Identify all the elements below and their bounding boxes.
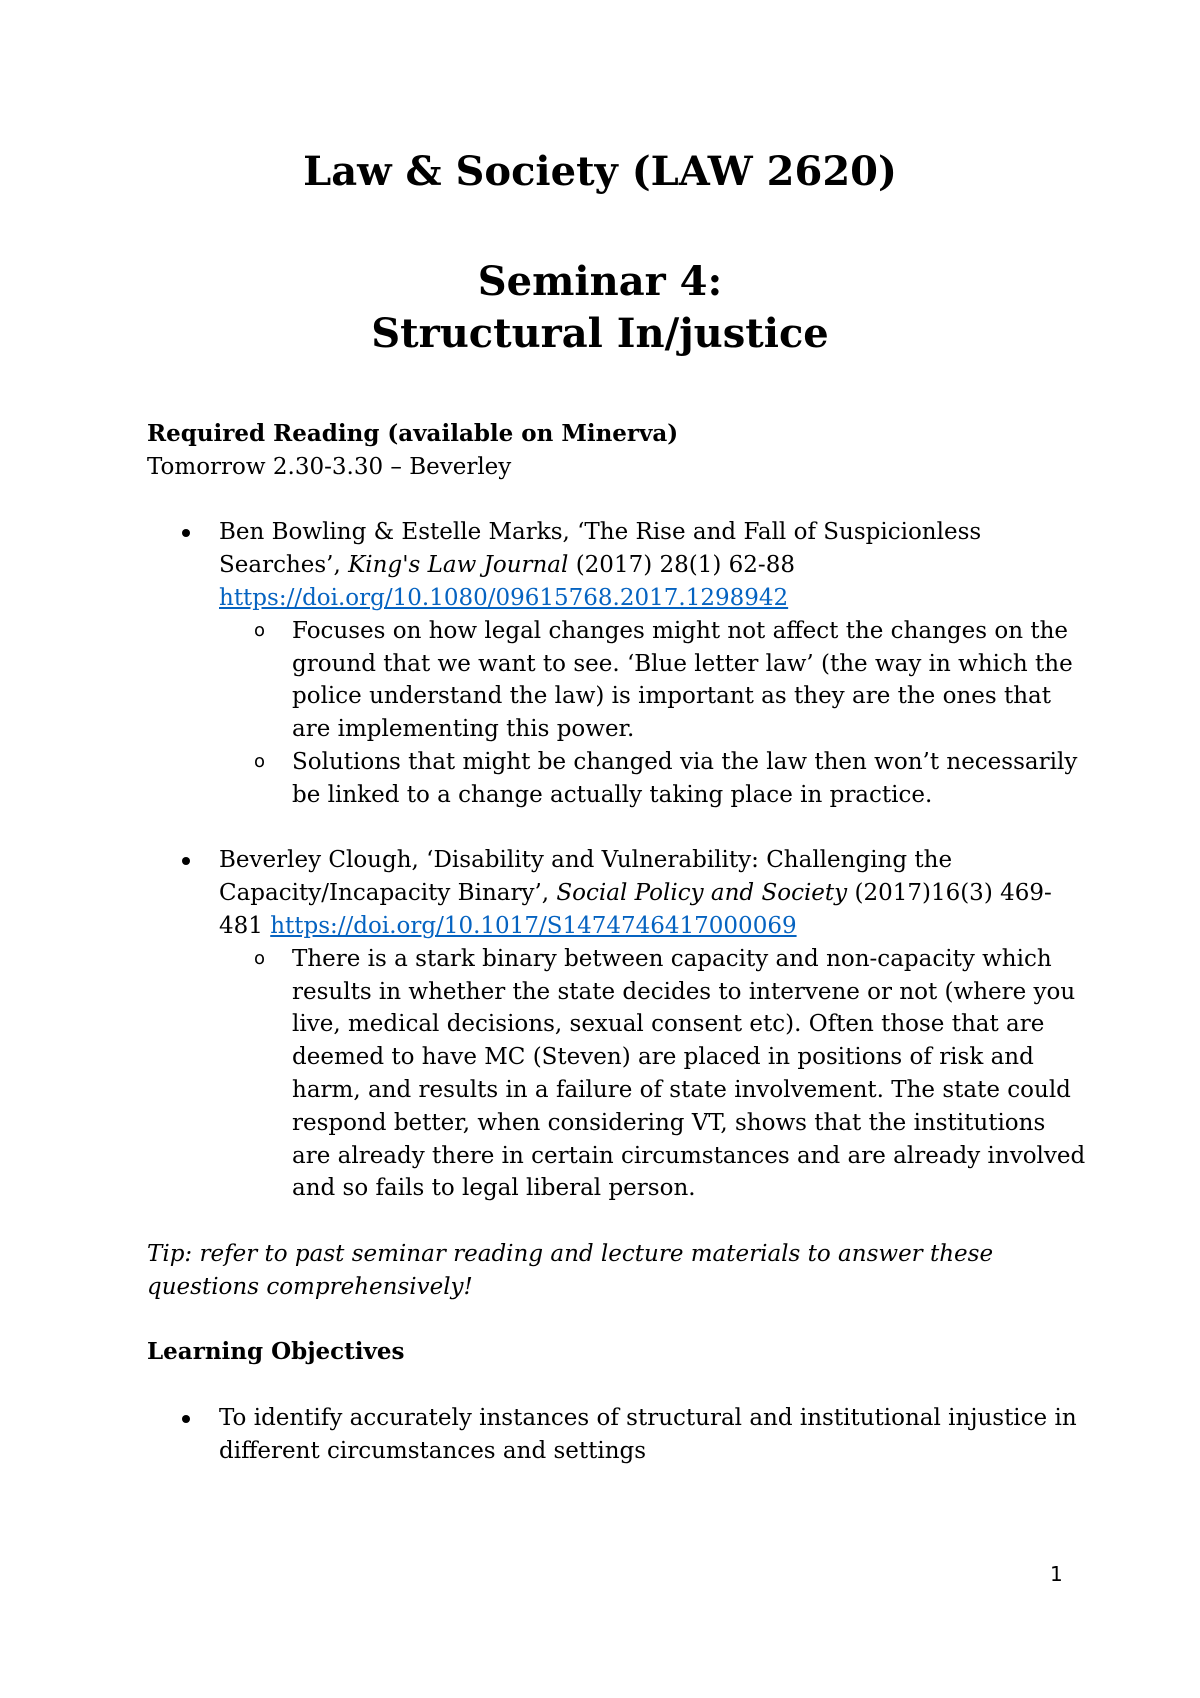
circle-bullet-icon: o bbox=[254, 947, 266, 969]
reading-note bbox=[219, 615, 1087, 746]
reading-list bbox=[147, 844, 1087, 1205]
reading-notes bbox=[219, 615, 1087, 812]
tip-text: Tip: refer to past seminar reading and lecture materials to answer these questions comprehensively! bbox=[147, 1240, 994, 1300]
reading-journal: Social Policy and Society bbox=[556, 880, 848, 907]
reading-note-text: There is a stark binary between capacity and non-capacity which results in whether the state decides to intervene or not (where you live, medical decisions, sexual consent etc). Often those that are deemed to have MC (Steven) are placed in positions of risk and harm, and results in a failure of state involvement. The state could respond better, when considering VT, shows that the institutions are already there in certain circumstances and are already involved and so fails to legal liberal person. bbox=[292, 945, 1086, 1202]
circle-bullet-icon: o bbox=[254, 619, 266, 641]
objective-item bbox=[147, 1402, 1087, 1468]
reading-citation: (2017)16(3) 469-481 bbox=[219, 880, 1052, 939]
document-body bbox=[147, 418, 1087, 1468]
reading-list bbox=[147, 516, 1087, 811]
reading-note-text: Focuses on how legal changes might not affect the changes on the ground that we want to see. ‘Blue letter law’ (the way in which the police understand the law) is important as they are the ones that are implementing this power. bbox=[292, 617, 1073, 743]
reading-note bbox=[219, 943, 1087, 1205]
bullet-icon bbox=[182, 529, 190, 537]
reading-notes bbox=[219, 943, 1087, 1205]
learning-objectives-heading: Learning Objectives bbox=[147, 1338, 405, 1366]
reading-citation: (2017) 28(1) 62-88 bbox=[568, 552, 795, 579]
required-reading-heading: Required Reading (available on Minerva) bbox=[147, 420, 679, 447]
reading-doi-link[interactable]: https://doi.org/10.1080/09615768.2017.1298942 bbox=[219, 584, 789, 611]
reading-item bbox=[147, 516, 1087, 811]
objective-text: To identify accurately instances of structural and institutional injustice in different circumstances and settings bbox=[219, 1404, 1077, 1464]
seminar-number: Seminar 4: bbox=[477, 258, 723, 305]
reading-authors-title: Beverley Clough, ‘Disability and Vulnerability: Challenging the Capacity/Incapacity Binary’, bbox=[219, 847, 953, 907]
bullet-icon bbox=[182, 1415, 190, 1423]
course-title: Law & Society (LAW 2620) bbox=[303, 148, 897, 195]
reading-note-text: Solutions that might be changed via the law then won’t necessarily be linked to a change actually taking place in practice. bbox=[292, 748, 1078, 808]
reading-item bbox=[147, 844, 1087, 1205]
reading-doi-link[interactable]: https://doi.org/10.1017/S1474746417000069 bbox=[270, 912, 797, 939]
reading-journal: King's Law Journal bbox=[348, 552, 569, 579]
reading-note bbox=[219, 746, 1087, 812]
page-number: 1 bbox=[1050, 1562, 1063, 1586]
circle-bullet-icon: o bbox=[254, 750, 266, 772]
session-note: Tomorrow 2.30-3.30 – Beverley bbox=[147, 453, 512, 480]
objectives-list bbox=[147, 1402, 1087, 1468]
reading-authors-title: Ben Bowling & Estelle Marks, ‘The Rise and Fall of Suspicionless Searches’, bbox=[219, 519, 982, 579]
seminar-topic: Structural In/justice bbox=[371, 310, 829, 357]
bullet-icon bbox=[182, 857, 190, 865]
